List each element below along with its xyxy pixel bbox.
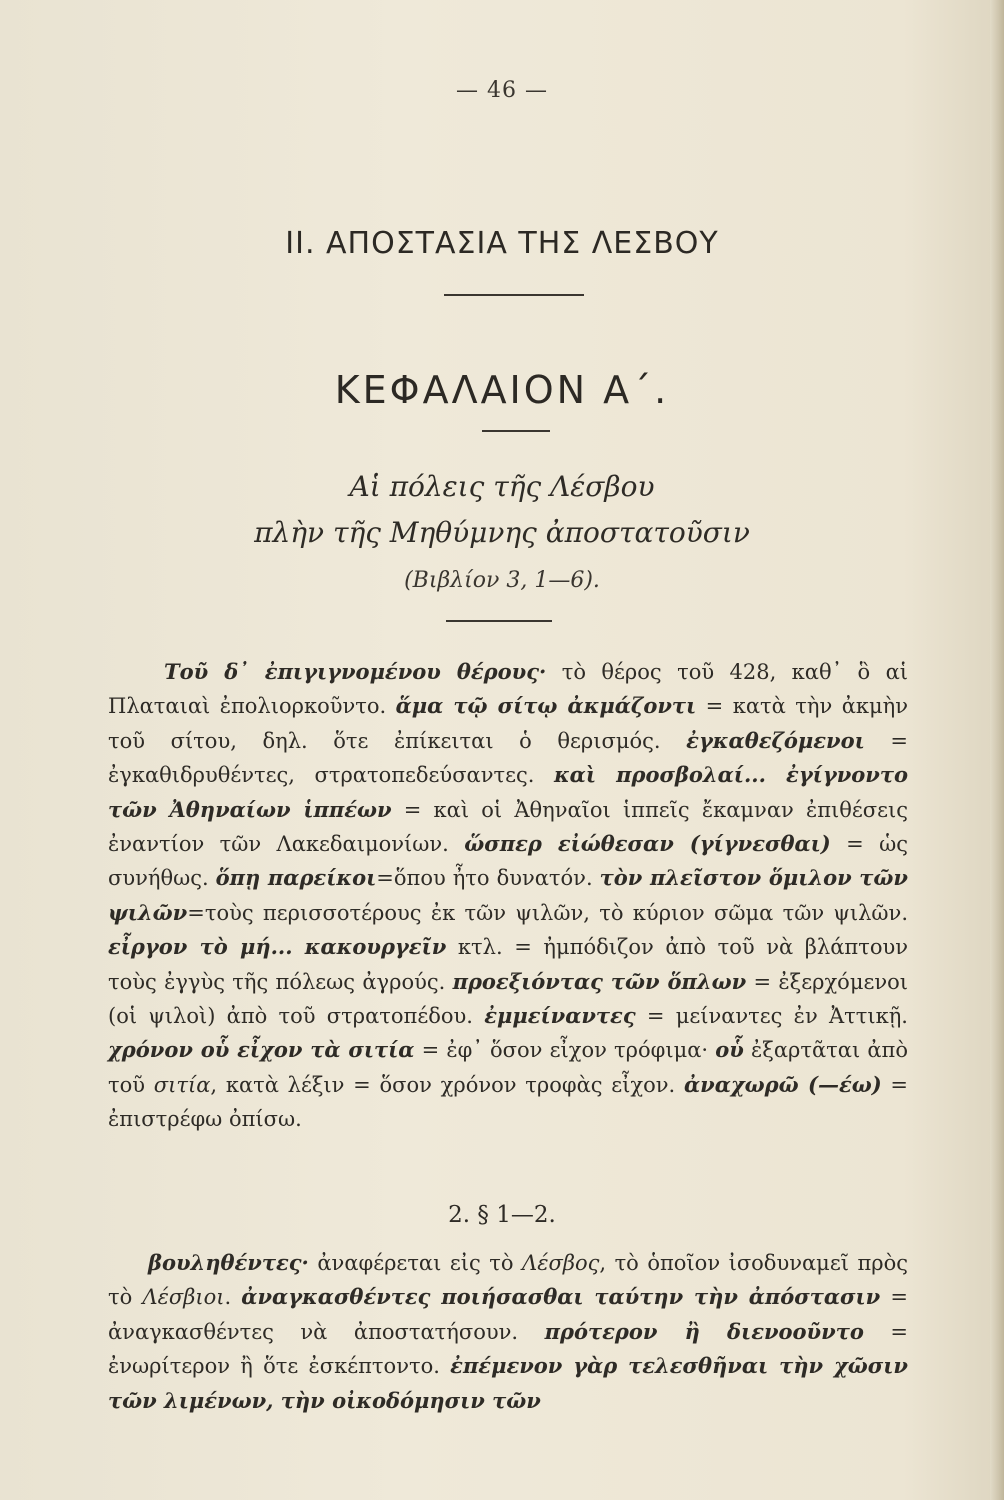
lemma: ἐγκαθεζόμενοι [686, 727, 865, 753]
gloss: , κατὰ λέξιν = ὅσον χρόνον τροφὰς εἶχον. [210, 1072, 684, 1097]
lemma: προεξιόντας τῶν ὅπλων [452, 968, 747, 994]
commentary-paragraph-2 [108, 1246, 908, 1418]
gloss: = ἐξερχόμενοι (οἱ ψιλοὶ) ἀπὸ τοῦ στρατοπέδου. [108, 969, 908, 1029]
gloss: ἐξαρτᾶται ἀπὸ τοῦ [108, 1038, 908, 1097]
gloss: ἀναφέρεται εἰς τὸ [308, 1251, 523, 1275]
gloss: = καὶ οἱ Ἀθηναῖοι ἱππεῖς ἔκαμναν ἐπιθέσεις ἐναντίον τῶν Λακεδαιμονίων. [108, 797, 908, 857]
lemma: καὶ προσβολαί... ἐγίγνοντο τῶν Ἀθηναίων ἱππέων [108, 762, 908, 822]
gloss: = ὡς συνήθως. [108, 832, 909, 891]
lemma: πρότερον ἢ διενοοῦντο [544, 1318, 864, 1344]
gloss: τὸ θέρος τοῦ 428, καθ᾽ ὃ αἱ Πλαταιαὶ ἐπολιορκοῦντο. [108, 660, 908, 719]
gloss: = μείναντες ἐν Ἀττικῇ. [635, 1004, 908, 1029]
lemma: τὸν πλεῖστον ὅμιλον τῶν ψιλῶν [108, 865, 908, 925]
lemma: Τοῦ δ᾽ ἐπιγιγνομένου θέρους· [164, 659, 547, 684]
italic-word: Λέσβιοι [142, 1285, 225, 1310]
commentary-paragraph-1 [108, 655, 908, 1137]
gloss: = ἀναγκασθέντες νὰ ἀποστατήσουν. [108, 1285, 908, 1344]
lemma: ὅπῃ παρείκοι [215, 865, 377, 891]
gloss: κτλ. = ἠμπόδιζον ἀπὸ τοῦ νὰ βλάπτουν τοὺς ἐγγὺς τῆς πόλεως ἀγρούς. [108, 935, 908, 994]
gloss: = κατὰ τὴν ἀκμὴν τοῦ σίτου, δηλ. ὅτε ἐπίκειται ὁ θερισμός. [108, 694, 909, 753]
gloss: = ἐπιστρέφω ὀπίσω. [108, 1072, 908, 1132]
gloss: = ἐνωρίτερον ἢ ὅτε ἐσκέπτοντο. [108, 1319, 908, 1379]
lemma: ἀναχωρῶ (—έω) [683, 1071, 882, 1097]
gloss: . [224, 1285, 242, 1310]
gloss: = ἐφ᾽ ὅσον εἶχον τρόφιμα· [414, 1038, 716, 1063]
lemma: οὗ [715, 1037, 744, 1063]
lemma: ὥσπερ εἰώθεσαν (γίγνεσθαι) [464, 831, 831, 857]
chapter-title: ΚΕΦΑΛΑΙΟΝ Α΄. [334, 368, 670, 412]
section-2-heading: 2. § 1—2. [448, 1202, 556, 1228]
lemma: ἀναγκασθέντες ποιήσασθαι ταύτην τὴν ἀπόστασιν [241, 1284, 881, 1310]
page-number: — 46 — [456, 78, 548, 103]
lemma: ἐμμείναντες [484, 1003, 636, 1029]
italic-word: Λέσβος [522, 1251, 600, 1275]
chapter-subtitle-line1: Αἱ πόλεις τῆς Λέσβου [349, 470, 655, 503]
divider-rule [446, 620, 552, 622]
lemma: ἅμα τῷ σίτῳ ἀκμάζοντι [395, 693, 697, 719]
italic-word: σιτία [153, 1072, 211, 1097]
gloss: , τὸ ὁποῖον ἰσοδυναμεῖ πρὸς τὸ [108, 1251, 908, 1310]
divider-rule [482, 430, 550, 432]
gloss: =τοὺς περισσοτέρους ἐκ τῶν ψιλῶν, τὸ κύριον σῶμα τῶν ψιλῶν. [187, 900, 908, 925]
lemma: χρόνον οὗ εἶχον τὰ σιτία [108, 1037, 415, 1063]
lemma: βουληθέντες· [148, 1250, 309, 1275]
gloss: =ὅπου ἦτο δυνατόν. [376, 866, 600, 891]
section-title: II. ΑΠΟΣΤΑΣΙΑ ΤΗΣ ΛΕΣΒΟΥ [285, 226, 719, 261]
chapter-subtitle-line2: πλὴν τῆς Μηθύμνης ἀποστατοῦσιν [254, 516, 750, 549]
book-reference: (Βιβλίον 3, 1—6). [404, 568, 600, 593]
lemma: ἐπέμενον γὰρ τελεσθῆναι τὴν χῶσιν τῶν λιμένων, τὴν οἰκοδόμησιν τῶν [108, 1353, 908, 1413]
divider-rule [444, 294, 584, 296]
page-edge [990, 0, 1004, 1500]
gloss: = ἐγκαθιδρυθέντες, στρατοπεδεύσαντες. [108, 728, 908, 788]
lemma: εἶργον τὸ μή... κακουργεῖν [108, 934, 447, 960]
